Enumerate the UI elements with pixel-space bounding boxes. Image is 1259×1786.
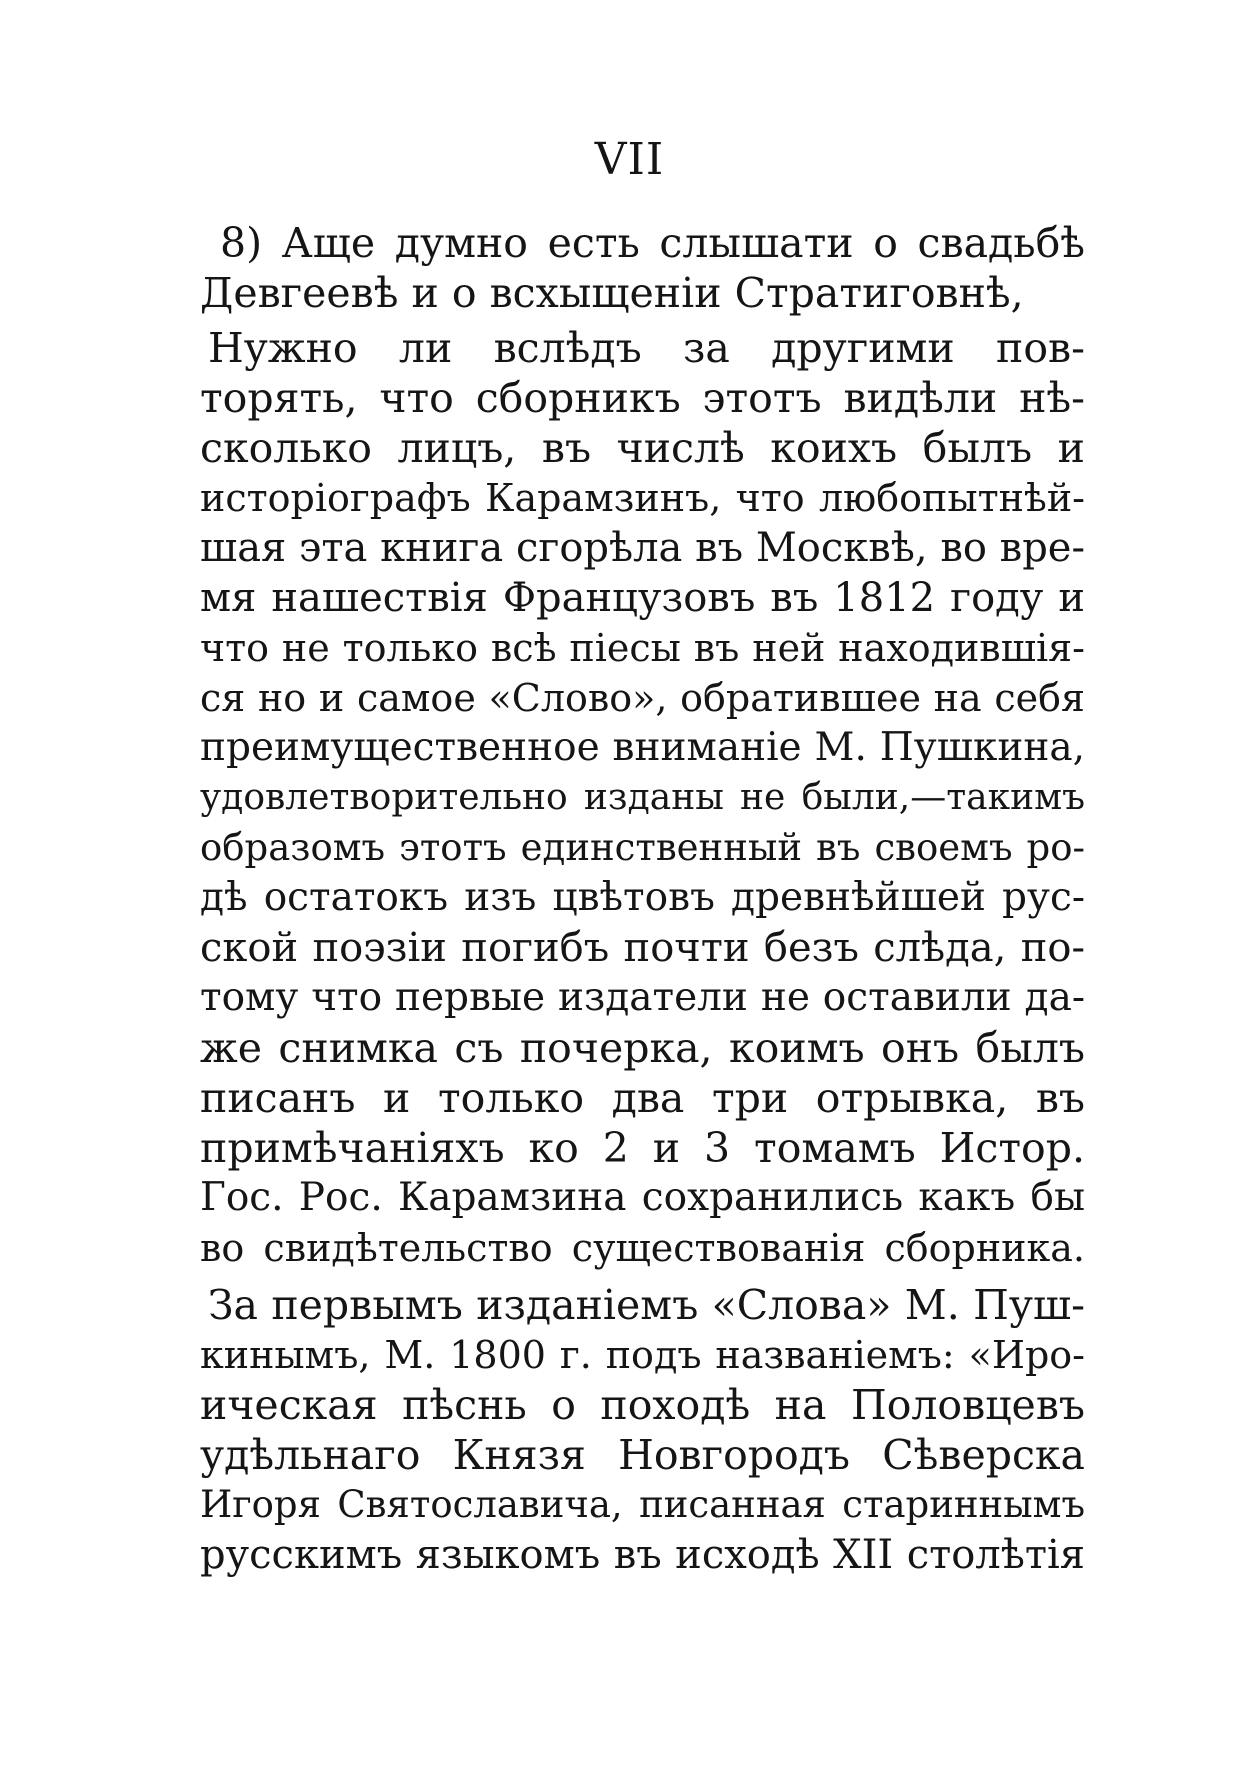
text-line: примѣчанiяхъ ко 2 и 3 томамъ Истор. <box>200 1124 1085 1172</box>
text-line: русскимъ языкомъ въ исходѣ XII столѣтiя <box>200 1532 1085 1578</box>
text-line: писанъ и только два три отрывка, въ <box>200 1074 1085 1122</box>
item-8 <box>200 218 1085 318</box>
text-line: Гос. Рос. Карамзина сохранились какъ бы <box>200 1175 1085 1220</box>
text-line: тому что первые издатели не оставили да- <box>200 975 1085 1020</box>
text-line: торять, что сборникъ этотъ видѣли нѣ- <box>200 374 1085 422</box>
text-line: кинымъ, М. 1800 г. подъ названiемъ: «Иро- <box>200 1333 1085 1377</box>
text-line: Нужно ли вслѣдъ за другими пов- <box>208 324 1085 372</box>
text-line: ическая пѣснь о походѣ на Половцевъ <box>200 1381 1085 1429</box>
text-line: За первымъ изданiемъ «Слова» М. Пуш- <box>208 1281 1085 1329</box>
text-line: ся но и самое «Слово», обратившее на себя <box>200 676 1085 720</box>
paragraph-1 <box>200 323 1085 1273</box>
text-line: мя нашествiя Французовъ въ 1812 году и <box>200 575 1085 621</box>
text-line: дѣ остатокъ изъ цвѣтовъ древнѣйшей рус- <box>200 875 1085 920</box>
text-line: образомъ этотъ единственный въ своемъ ро- <box>200 826 1085 869</box>
text-line: же снимка съ почерка, коимъ онъ былъ <box>200 1024 1085 1072</box>
text-line: во свидѣтельство существованiя сборника. <box>200 1226 1085 1270</box>
text-line: Игоря Святославича, писанная стариннымъ <box>200 1483 1085 1526</box>
text-line: исторiографъ Карамзинъ, что любопытнѣй- <box>200 476 1085 520</box>
text-line: удѣльнаго Князя Новгородъ Сѣверска <box>200 1431 1085 1479</box>
text-line: шая эта книга сгорѣла въ Москвѣ, во вре- <box>200 525 1085 571</box>
text-line: что не только всѣ пiесы въ ней находившiя- <box>200 626 1085 670</box>
text-line: Девгеевѣ и о всхыщенiи Стратиговнѣ, <box>200 269 1024 317</box>
text-line: сколько лицъ, въ числѣ коихъ былъ и <box>200 424 1085 472</box>
paragraph-2 <box>200 1280 1085 1580</box>
text-line: 8) Аще думно есть слышати о свадьбѣ <box>220 219 1085 267</box>
text-line: ской поэзiи погибъ почти безъ слѣда, по- <box>200 925 1085 971</box>
text-line: удовлетворительно изданы не были,—такимъ <box>200 777 1085 818</box>
text-line: преимущественное вниманiе М. Пушкина, <box>200 725 1085 770</box>
page-number: VII <box>594 134 665 185</box>
